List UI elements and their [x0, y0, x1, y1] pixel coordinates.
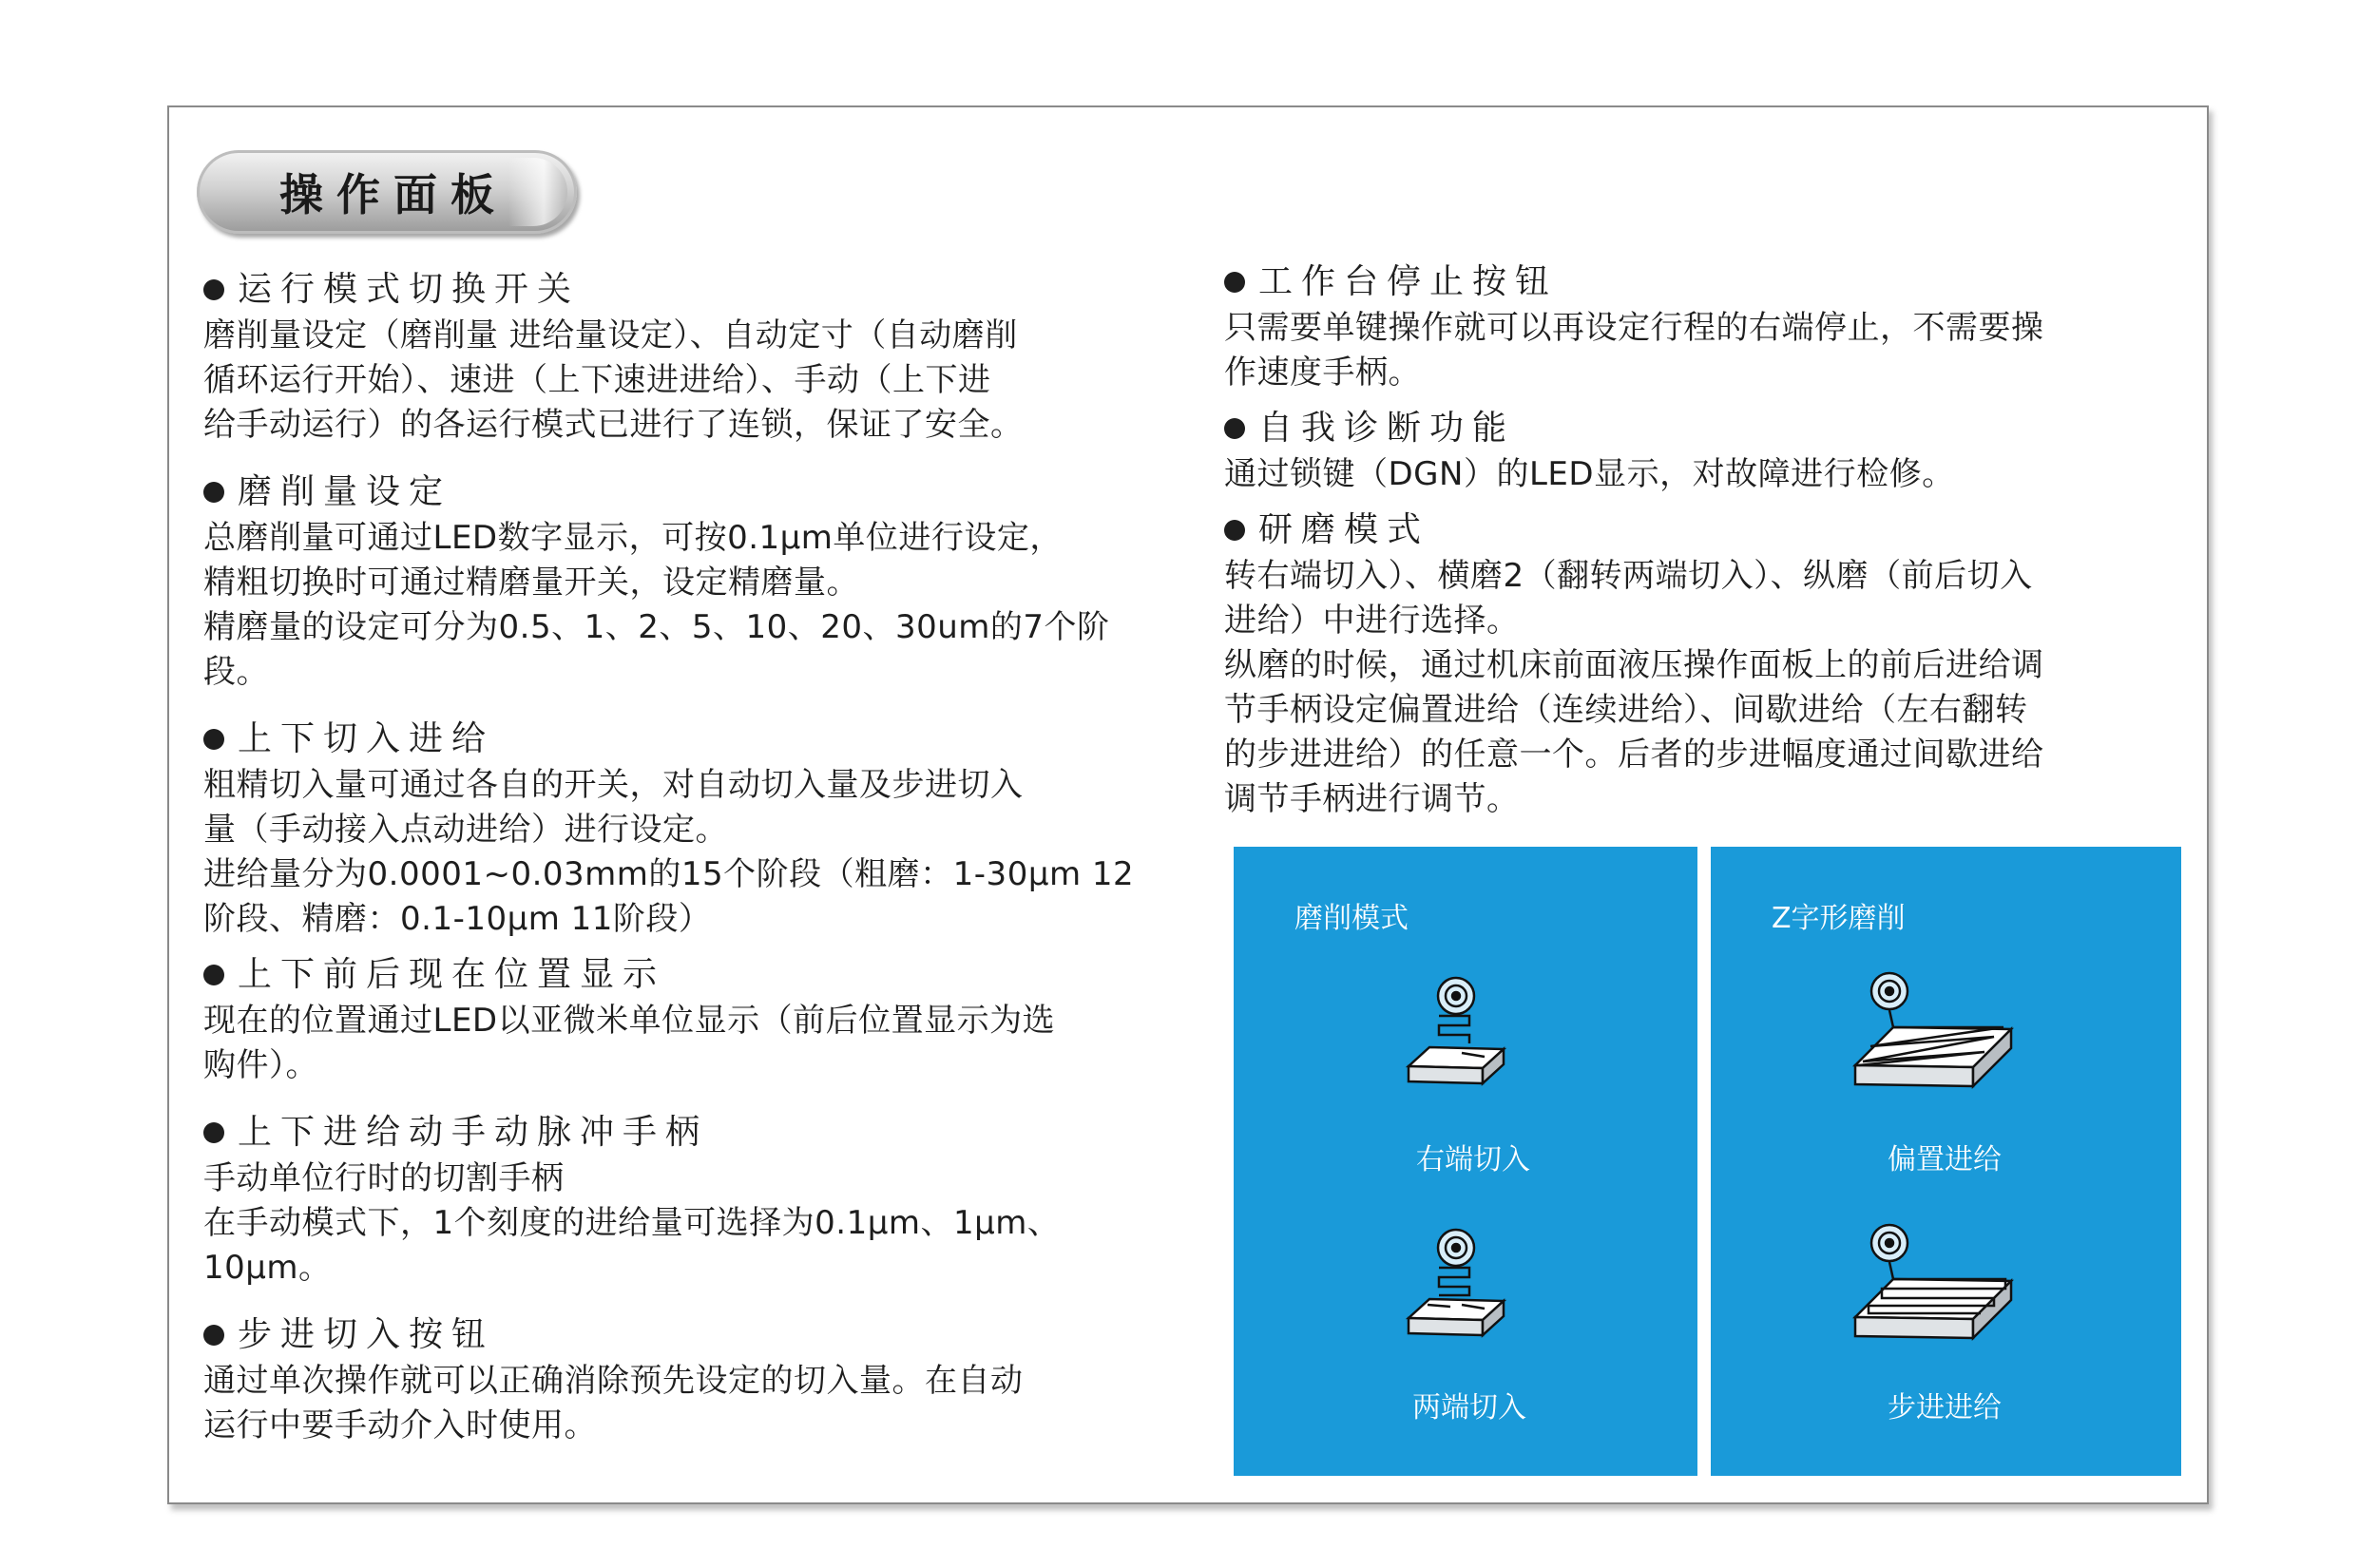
- section-heading: 工作台停止按钮: [1258, 262, 1559, 301]
- section-heading: 磨削量设定: [238, 472, 452, 511]
- section-line: 粗精切入量可通过各自的开关，对自动切入量及步进切入: [203, 766, 1024, 804]
- section-line: 循环运行开始）、速进（上下速进进给）、手动（上下进: [203, 361, 991, 399]
- section-line: 节手柄设定偏置进给（连续进给）、间歇进给（左右翻转: [1224, 691, 2028, 729]
- grinding-mode-diagram: [1234, 847, 2181, 1476]
- section-line: 在手动模式下，1个刻度的进给量可选择为0.1μm、1μm、: [203, 1204, 1061, 1242]
- page-title: 操作面板: [279, 169, 508, 220]
- caption-step-feed: 步进进给: [1888, 1391, 2002, 1425]
- section-run-mode-switch: [203, 266, 1182, 448]
- section-line: 进给量分为0.0001~0.03mm的15个阶段（粗磨：1-30μm 12: [203, 855, 1135, 893]
- section-line: 购件）。: [203, 1046, 318, 1084]
- section-line: 量（手动接入点动进给）进行设定。: [203, 811, 728, 849]
- caption-right-end-plunge: 右端切入: [1416, 1143, 1530, 1176]
- bullet-icon: [203, 1122, 224, 1143]
- bullet-icon: [203, 965, 224, 985]
- section-line: 作速度手柄。: [1224, 354, 1421, 392]
- section-grinding-amount: [203, 468, 1182, 695]
- bullet-icon: [203, 1325, 224, 1346]
- caption-offset-feed: 偏置进给: [1888, 1143, 2002, 1176]
- offset-feed-illustration: [1851, 970, 2018, 1113]
- section-heading: 运行模式切换开关: [238, 270, 581, 309]
- bullet-icon: [203, 482, 224, 503]
- section-line: 手动单位行时的切割手柄: [203, 1159, 565, 1197]
- section-heading: 步进切入按钮: [238, 1315, 495, 1354]
- section-heading: 自我诊断功能: [1258, 409, 1516, 448]
- left-column: [203, 266, 1182, 1448]
- section-line: 现在的位置通过LED以亚微米单位显示（前后位置显示为选: [203, 1002, 1056, 1040]
- section-line: 阶段、精磨：0.1-10μm 11阶段）: [203, 900, 712, 938]
- section-line: 给手动运行）的各运行模式已进行了连锁，保证了安全。: [203, 406, 1024, 444]
- section-line: 纵磨的时候，通过机床前面液压操作面板上的前后进给调: [1224, 646, 2044, 684]
- caption-both-ends-plunge: 两端切入: [1412, 1391, 1526, 1425]
- section-line: 10μm。: [203, 1249, 332, 1287]
- right-column: [1224, 258, 2184, 822]
- section-grinding-mode: [1224, 507, 2184, 822]
- bullet-icon: [203, 729, 224, 750]
- section-line: 的步进进给）的任意一个。后者的步进幅度通过间歇进给: [1224, 736, 2044, 774]
- zigzag-grinding-panel: [1711, 847, 2181, 1476]
- section-self-diagnosis: [1224, 405, 2184, 497]
- title-badge: [197, 150, 577, 234]
- section-line: 通过锁键（DGN）的LED显示，对故障进行检修。: [1224, 455, 1955, 493]
- bullet-icon: [203, 279, 224, 300]
- section-line: 精磨量的设定可分为0.5、1、2、5、10、20、30um的7个阶: [203, 608, 1110, 646]
- section-pulse-handle: [203, 1109, 1182, 1291]
- both-ends-plunge-illustration: [1405, 1227, 1538, 1360]
- section-heading: 上下进给动手动脉冲手柄: [238, 1113, 709, 1152]
- grinding-mode-panel: [1234, 847, 1697, 1476]
- section-line: 总磨削量可通过LED数字显示，可按0.1μm单位进行设定，: [203, 519, 1063, 557]
- section-line: 通过单次操作就可以正确消除预先设定的切入量。在自动: [203, 1362, 1024, 1400]
- section-heading: 研磨模式: [1258, 510, 1430, 549]
- section-line: 段。: [203, 653, 269, 691]
- panel-title: Z字形磨削: [1772, 902, 1906, 935]
- bullet-icon: [1224, 520, 1245, 541]
- step-feed-illustration: [1851, 1222, 2018, 1365]
- section-line: 只需要单键操作就可以再设定行程的右端停止，不需要操: [1224, 309, 2044, 347]
- section-line: 精粗切换时可通过精磨量开关，设定精磨量。: [203, 564, 859, 602]
- bullet-icon: [1224, 272, 1245, 293]
- section-line: 进给）中进行选择。: [1224, 602, 1520, 640]
- section-vertical-infeed: [203, 716, 1182, 942]
- section-position-display: [203, 951, 1182, 1088]
- right-end-plunge-illustration: [1405, 975, 1538, 1108]
- section-heading: 上下切入进给: [238, 719, 495, 758]
- section-line: 磨削量设定（磨削量 进给量设定）、自动定寸（自动磨削: [203, 316, 1018, 354]
- section-step-infeed-button: [203, 1311, 1182, 1448]
- panel-title: 磨削模式: [1294, 902, 1409, 935]
- bullet-icon: [1224, 418, 1245, 439]
- section-line: 转右端切入）、横磨2（翻转两端切入）、纵磨（前后切入: [1224, 557, 2033, 595]
- section-table-stop-button: [1224, 258, 2184, 395]
- section-line: 运行中要手动介入时使用。: [203, 1406, 597, 1444]
- section-heading: 上下前后现在位置显示: [238, 955, 666, 994]
- section-line: 调节手柄进行调节。: [1224, 780, 1520, 818]
